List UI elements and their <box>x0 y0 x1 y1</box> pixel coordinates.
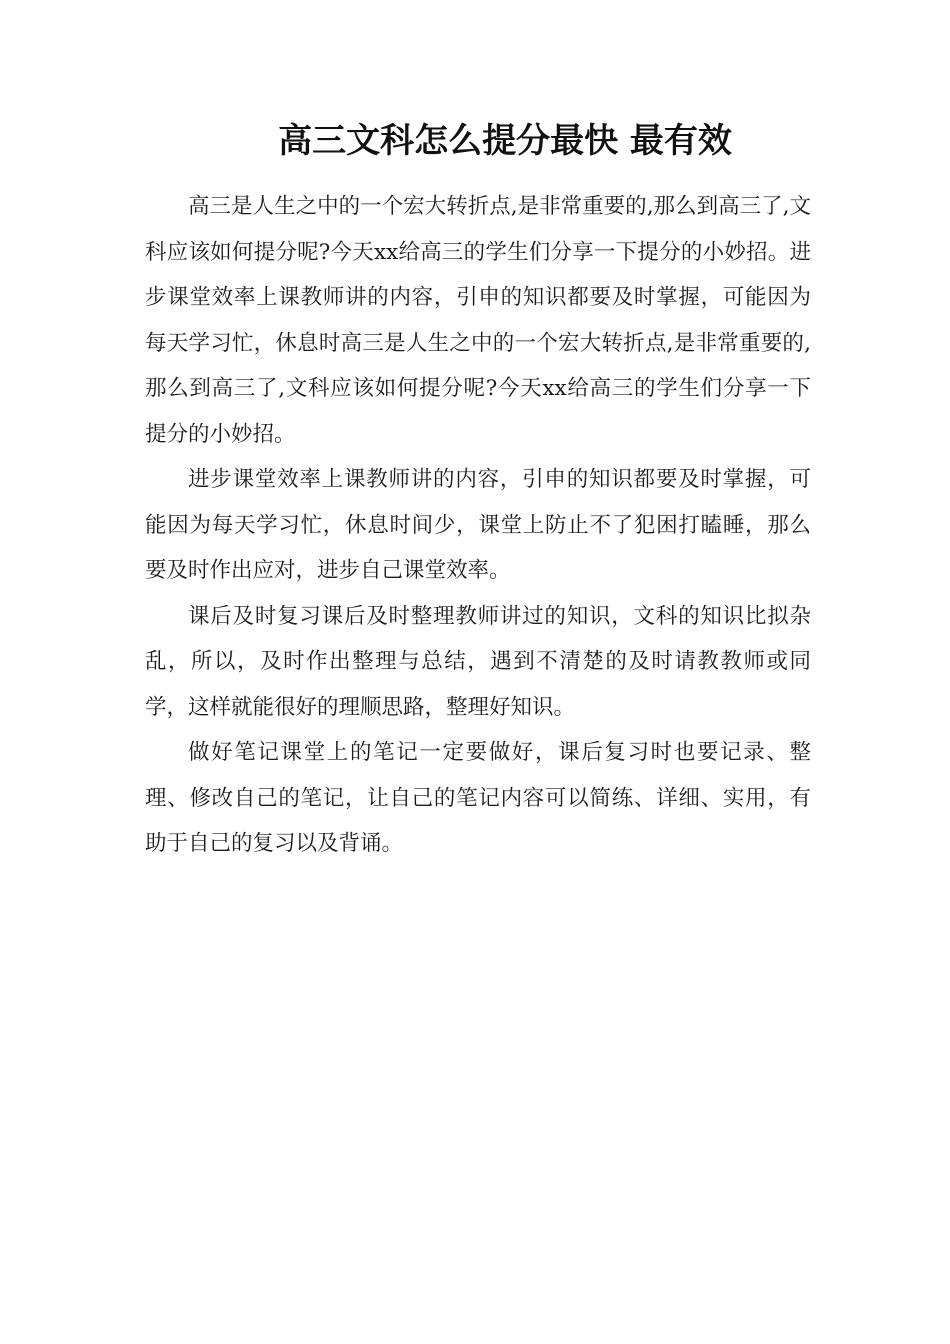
document-title: 高三文科怎么提分最快 最有效 <box>278 121 732 161</box>
paragraph-2: 进步课堂效率上课教师讲的内容，引申的知识都要及时掌握，可能因为每天学习忙，休息时间少，课堂上防止不了犯困打瞌睡，那么要及时作出应对，进步自己课堂效率。 <box>145 467 811 583</box>
paragraph-3: 课后及时复习课后及时整理教师讲过的知识，文科的知识比拟杂乱，所以，及时作出整理与总结，遇到不清楚的及时请教教师或同学，这样就能很好的理顺思路，整理好知识。 <box>145 603 811 720</box>
paragraph-1: 高三是人生之中的一个宏大转折点,是非常重要的,那么到高三了,文科应该如何提分呢?今天xx给高三的学生们分享一下提分的小妙招。进步课堂效率上课教师讲的内容，引申的知识都要及时掌握，可能因为每天学习忙，休息时高三是人生之中的一个宏大转折点,是非常重要的,那么到高三了,文科应该如何提分呢?今天xx给高三的学生们分享一下提分的小妙招。 <box>145 194 811 447</box>
document-body <box>145 184 811 867</box>
paragraph-4: 做好笔记课堂上的笔记一定要做好，课后复习时也要记录、整理、修改自己的笔记，让自己的笔记内容可以简练、详细、实用，有助于自己的复习以及背诵。 <box>145 740 811 856</box>
